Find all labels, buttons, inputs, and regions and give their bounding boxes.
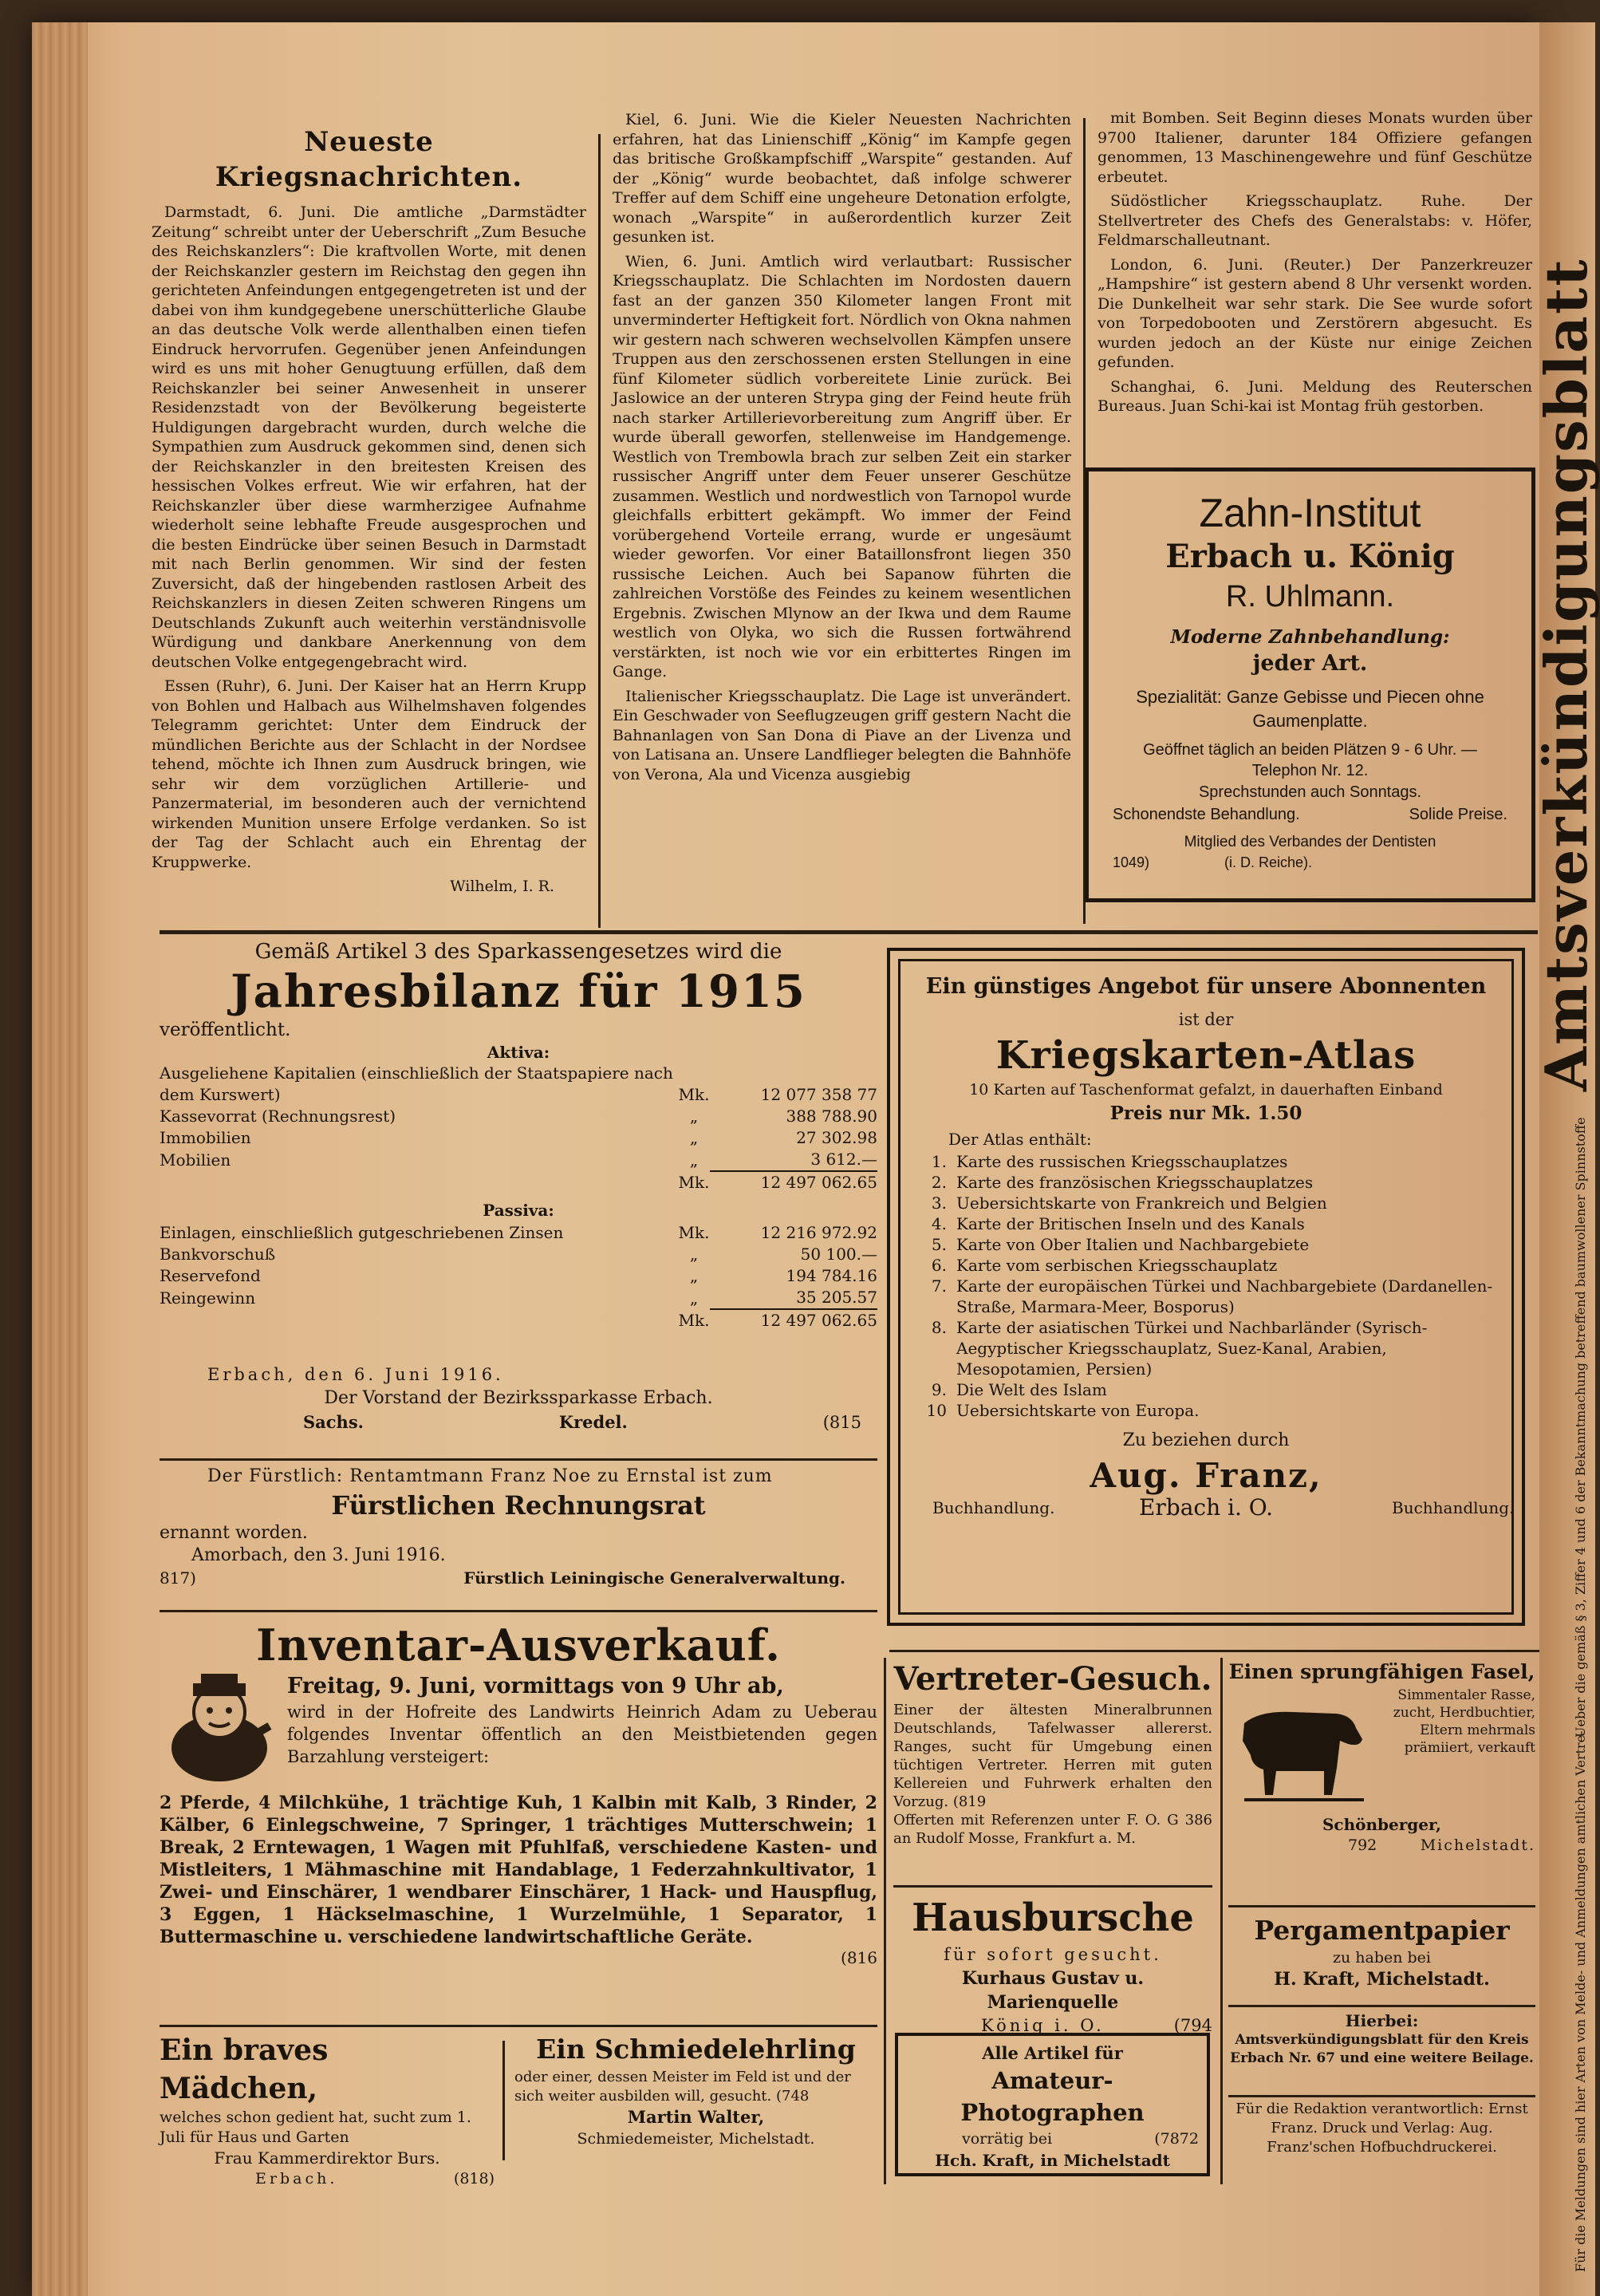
auctioneer-icon [160, 1672, 279, 1784]
atlas-item-text: Karte des französischen Kriegsschauplatzes [956, 1173, 1314, 1192]
schmied-job: Schmiedemeister, Michelstadt. [577, 2130, 815, 2148]
bilanz-title: Jahresbilanz für 1915 [231, 965, 806, 1018]
article-italien: Italienischer Kriegsschauplatz. Die Lage ist unverändert. Ein Geschwader von Seeflugzeugen griff gestern Nacht die Bahnanlagen von San Dona di Piave an der Livenza und von Latisana an. Unsere Landflieger belegten die Bahnhöfe von Verona, Ala und Vicenza ausgiebig [613, 687, 1071, 783]
article-bomben: mit Bomben. Seit Beginn dieses Monats wurden über 9700 Italiener, darunter 184 Offiziere gefangen genommen, 13 Maschinengewehre und fünf Geschütze erbeutet. [1098, 109, 1532, 186]
inventar-ref: (816 [841, 1948, 877, 1967]
atlas-item-number: 9. [931, 1380, 947, 1399]
article-schanghai: Schanghai, 6. Juni. Meldung des Reuterschen Bureaus. Juan Schi-kai ist Montag früh gestorben. [1098, 377, 1532, 415]
bilanz-label: Reingewinn [160, 1288, 256, 1308]
bilanz-row [160, 1287, 877, 1309]
atlas-item-text: Karte der asiatischen Türkei und Nachbarländer (Syrisch-Aegyptischer Kriegsschauplatz, Suez-Kanal, Arabien, Mesopotamien, Persien) [956, 1318, 1428, 1379]
atlas-item-text: Karte von Ober Italien und Nachbargebiete [956, 1235, 1310, 1254]
bull-icon [1228, 1691, 1368, 1803]
bilanz-cur: Mk. [678, 1223, 710, 1242]
column-rule-bottom-1 [884, 1658, 886, 2184]
bilanz-aktiva-head: Aktiva: [487, 1043, 550, 1062]
rechnungsrat-ref: 817) [160, 1568, 196, 1588]
inventar-text: wird in der Hofreite des Landwirts Heinrich Adam zu Ueberau folgendes Inventar öffentlich an den Meistbietenden gegen Barzahlung versteigert: [287, 1702, 877, 1766]
bilanz-row [160, 1149, 877, 1171]
bilanz-total: 12 497 062.65 [710, 1309, 877, 1331]
atlas-item-number: 2. [931, 1173, 947, 1192]
hausbursche-text: für sofort gesucht. [944, 1945, 1162, 1964]
bilanz-label: Reservefond [160, 1266, 261, 1285]
notice-rechnungsrat [160, 1465, 877, 1608]
rechnungsrat-footer [160, 1567, 877, 1589]
atlas-obtain: Zu beziehen durch [1122, 1430, 1290, 1450]
section-rule-bottom [889, 1650, 1539, 1652]
hausbursche-title: Hausbursche [912, 1896, 1194, 1940]
fasel-body [1228, 1686, 1535, 1814]
bilanz-label: Kassevorrat (Rechnungsrest) [160, 1107, 396, 1126]
bilanz-footer [160, 1363, 877, 1450]
hierbei-text: Amtsverkündigungsblatt für den Kreis Erbach Nr. 67 und eine weitere Beilage. [1230, 2032, 1534, 2066]
inventar-intro [287, 1672, 877, 1768]
bilanz-value: 12 077 358 77 [760, 1085, 877, 1104]
zahn-prices: Solide Preise. [1409, 806, 1507, 823]
atlas-item-text: Uebersichtskarte von Europa. [956, 1401, 1200, 1420]
masthead-fragment: Amtsverkündigungsblatt [1532, 258, 1600, 1091]
list-item [924, 1213, 1496, 1234]
bilanz-value: 50 100.— [800, 1245, 877, 1264]
bilanz-row [160, 1063, 877, 1106]
bilanz-cur: „ [689, 1150, 699, 1170]
vertreter-offer: Offerten mit Referenzen unter F. O. G 386 an Rudolf Mosse, Frankfurt a. M. [893, 1812, 1212, 1847]
ad-braves-maedchen [160, 2031, 495, 2188]
bilanz-board: Der Vorstand der Bezirkssparkasse Erbach. [324, 1388, 713, 1408]
bilanz-cur: „ [689, 1288, 699, 1308]
ad-vertreter-gesuch [893, 1658, 1212, 1897]
bilanz-sig2: Kredel. [558, 1412, 628, 1432]
zahn-tagline1: Moderne Zahnbehandlung: [1170, 626, 1450, 648]
bilanz-cur: „ [689, 1266, 699, 1285]
newspaper-page [32, 22, 1539, 2296]
atlas-item-number: 10 [926, 1401, 947, 1420]
bilanz-published: veröffentlicht. [160, 1020, 291, 1040]
bilanz-cur: „ [689, 1107, 699, 1126]
list-item [924, 1317, 1496, 1379]
page-binding-edge [32, 22, 88, 2296]
atlas-item-number: 8. [931, 1318, 947, 1337]
rule-after-bilanz [160, 1458, 877, 1461]
zahn-member: Mitglied des Verbandes der Dentisten [1184, 834, 1436, 850]
atlas-map-list [916, 1151, 1496, 1421]
fasel-text: Simmentaler Rasse, zucht, Herdbuchtier, Eltern mehrmals prämiiert, verkauft [1393, 1687, 1535, 1756]
bilanz-row [160, 1127, 877, 1149]
bilanz-ref: (815 [822, 1413, 861, 1432]
atlas-item-text: Karte der Britischen Inseln und des Kanals [956, 1214, 1305, 1233]
atlas-title: Kriegskarten-Atlas [995, 1033, 1417, 1078]
margin-note-2: Für die Meldungen sind hier Arten von Melde- und Anmeldungen amtlichen Vertre- [1573, 1730, 1588, 2272]
rule-after-hierbei [1228, 2095, 1535, 2097]
zahn-treatment-row [1113, 803, 1507, 826]
atlas-item-text: Karte vom serbischen Kriegsschauplatz [956, 1256, 1278, 1275]
bilanz-value: 194 784.16 [786, 1266, 877, 1285]
rule-after-rechnungsrat [160, 1610, 877, 1612]
ad-jahresbilanz [160, 938, 877, 1337]
maedchen-text: welches schon gedient hat, sucht zum 1. Juli für Haus und Garten [160, 2109, 471, 2146]
ad-schmiedelehrling [514, 2031, 877, 2175]
fasel-title: Einen sprungfähigen Fasel, [1228, 1660, 1535, 1683]
fasel-ref: 792 [1348, 1836, 1377, 1854]
bilanz-label: Ausgeliehene Kapitalien (einschließlich der Staatspapiere nach dem Kurswert) [160, 1063, 673, 1104]
rule-after-pergament [1228, 2005, 1535, 2007]
pergament-name: H. Kraft, Michelstadt. [1274, 1969, 1490, 1990]
maedchen-title: Ein braves Mädchen, [160, 2034, 329, 2105]
atlas-right: Buchhandlung. [1392, 1498, 1515, 1517]
bilanz-label: Mobilien [160, 1150, 231, 1170]
bilanz-value: 35 205.57 [796, 1288, 877, 1307]
list-item [924, 1400, 1496, 1421]
list-item [924, 1172, 1496, 1193]
atlas-item-number: 7. [931, 1276, 947, 1296]
photo-text: vorrätig bei [962, 2130, 1053, 2148]
zahn-footer-row [1113, 853, 1507, 872]
bilanz-cur: „ [689, 1245, 699, 1264]
column-rule-bottom-2 [1220, 1658, 1223, 2184]
zahn-owner: R. Uhlmann. [1225, 580, 1395, 613]
photo-row [906, 2128, 1199, 2149]
bilanz-cur: Mk. [678, 1311, 710, 1330]
article-wien: Wien, 6. Juni. Amtlich wird verlautbart: Russischer Kriegsschauplatz. Die Schlachten im Nordosten dauern fast an der ganzen 350 Kilometer langen Front mit unverminderter Heftigkeit fort. Nördlich von Okna nahmen wir gestern nach schweren wechselvollen Kämpfen unsere Truppen aus den zerschossenen ersten Stellungen in eine fünf Kilometer südlich vorbereitete Linie zurück. Bei Jaslowice an der unteren Strypa ging der Feind heute früh nach starker Artillerievorbereitung zum Angriff über. Er wurde überall geworfen, stellenweise im Handgemenge. Westlich von Trembowla brach zur selben Zeit ein starker russischer Angriff unter dem Feuer unserer Geschütze zusammen. Westlich und nordwestlich von Tarnopol wurde gleichfalls erbittert gekämpft. Wo immer der Feind vorübergehend Vorteile errang, wurde er ungesäumt wieder geworfen. Vor einer Bataillonsfront liegen 350 russische Leichen. Auch bei Sapanow führten die zahlreichen Vorstöße des Feindes zu keinem wesentlichen Ergebnis. Zwischen Mlynow an der Ikwa und dem Raume westlich von Olyka, wo sich die Russen fortwährend verstärkten, ist noch wie vor ein erbittertes Ringen im Gange. [613, 252, 1071, 681]
atlas-footer [916, 1494, 1515, 1521]
atlas-item-text: Karte der europäischen Türkei und Nachbargebiete (Dardanellen-Straße, Marmara-Meer, Bosporus) [956, 1276, 1493, 1316]
rule-after-inventar [160, 2025, 877, 2027]
rechnungsrat-sig: Fürstlich Leiningische Generalverwaltung. [463, 1568, 845, 1588]
zahn-member2: (i. D. Reiche). [1224, 854, 1313, 870]
hausbursche-ref: (794 [1173, 2016, 1212, 2035]
atlas-item-text: Karte des russischen Kriegsschauplatzes [956, 1152, 1288, 1171]
rule-after-fasel [1228, 1905, 1535, 1907]
rechnungsrat-date: Amorbach, den 3. Juni 1916. [191, 1545, 446, 1565]
bilanz-cur: Mk. [678, 1085, 710, 1104]
signature-wilhelm: Wilhelm, I. R. [450, 878, 554, 895]
ad-hausbursche [893, 1893, 1212, 2033]
zahn-names: Erbach u. König [1165, 538, 1455, 575]
bilanz-sig1: Sachs. [303, 1412, 364, 1432]
vertreter-text: Einer der ältesten Mineralbrunnen Deutschlands, Tafelwasser allererst. Ranges, sucht für Umgebung einen tüchtigen Vertreter. Herren mit guten Kellereien und Fuhrwerk erhalten den Vorzug. (819 [893, 1702, 1212, 1810]
ad-fasel [1228, 1658, 1535, 1905]
photo-ref: (7872 [1154, 2130, 1199, 2148]
bilanz-cur: „ [689, 1128, 699, 1147]
atlas-item-text: Uebersichtskarte von Frankreich und Belgien [956, 1193, 1327, 1213]
maedchen-footer [160, 2168, 495, 2189]
fasel-name: Schönberger, [1322, 1815, 1442, 1834]
inventar-items: 2 Pferde, 4 Milchkühe, 1 trächtige Kuh, 1 Kalbin mit Kalb, 3 Rinder, 2 Kälber, 6 Einlegschweine, 7 Springer, 1 trächtiges Mutterschwein; 1 Break, 2 Erntewagen, 1 Wagen mit Pfuhlfaß, verschiedene Kasten- und Mistleiters, 1 Mähmaschine mit Handablage, 1 Federzahnkultivator, 1 Zwei- und Einschärer, 1 wendbarer Einschärer, 1 Hack- und Hauspflug, 3 Eggen, 1 Häckselmaschine, 1 Wurzelmühle, 1 Separator, 1 Buttermaschine u. verschiedene landwirtschaftliche Geräte. [160, 1793, 877, 1947]
zahn-ref: 1049) [1113, 854, 1150, 870]
zahn-specialty: Spezialität: Ganze Gebisse und Piecen ohne Gaumenplatte. [1136, 687, 1484, 731]
schmied-text: oder einer, dessen Meister im Feld ist und der sich weiter ausbilden will, gesucht. (748 [514, 2069, 851, 2105]
atlas-item-number: 5. [931, 1235, 947, 1254]
list-item [924, 1193, 1496, 1213]
bilanz-passiva-head: Passiva: [483, 1201, 554, 1220]
ad-pergamentpapier [1228, 1913, 1535, 2001]
rechnungsrat-line1: Der Fürstlich: Rentamtmann Franz Noe zu Ernstal ist zum [207, 1466, 773, 1486]
bilanz-total-row [160, 1309, 877, 1331]
list-item [924, 1234, 1496, 1255]
rule-after-vertreter [893, 1885, 1212, 1888]
photo-line1: Alle Artikel für [982, 2043, 1123, 2063]
bilanz-date: Erbach, den 6. Juni 1916. [207, 1365, 504, 1384]
zahn-sunday: Sprechstunden auch Sonntags. [1198, 783, 1422, 801]
bilanz-value: 3 612.— [810, 1150, 877, 1169]
column-kiel-wien [613, 110, 1071, 932]
bilanz-aktiva-table [160, 1063, 877, 1193]
atlas-offer: Ein günstiges Angebot für unsere Abonnenten [925, 974, 1487, 999]
ad-amateur-photographen [895, 2033, 1210, 2176]
bilanz-label: Bankvorschuß [160, 1245, 276, 1264]
bilanz-row [160, 1265, 877, 1287]
atlas-inner-frame [898, 959, 1514, 1615]
list-item [924, 1151, 1496, 1172]
atlas-left: Buchhandlung. [932, 1498, 1055, 1517]
bilanz-value: 12 216 972.92 [760, 1223, 877, 1242]
inventar-top [160, 1672, 877, 1792]
rechnungsrat-title: Fürstlichen Rechnungsrat [331, 1490, 706, 1521]
schmied-title: Ein Schmiedelehrling [536, 2034, 856, 2065]
ad-zahn-institut [1085, 467, 1535, 902]
hierbei-head: Hierbei: [1345, 2011, 1419, 2030]
bilanz-value: 388 788.90 [786, 1107, 877, 1126]
imprint [1228, 2100, 1535, 2180]
list-item [924, 1276, 1496, 1317]
maedchen-ref: (818) [453, 2170, 495, 2188]
bilanz-row [160, 1244, 877, 1265]
bilanz-label: Immobilien [160, 1128, 251, 1147]
bilanz-row [160, 1222, 877, 1244]
column-rule-1 [598, 134, 601, 928]
list-item [924, 1255, 1496, 1276]
article-darmstadt: Darmstadt, 6. Juni. Die amtliche „Darmstädter Zeitung“ schreibt unter der Ueberschrift „Zum Besuche des Reichskanzlers“: Die kraftvollen Worte, mit denen der Reichskanzler gestern im Reichstag den gegen ihn gerichteten Anfeindungen entgegengetreten ist und der dabei von ihm kundgegebene unerschütterliche Glaube an das deutsche Volk werde allenthalben einen tiefen Eindruck hervorrufen. Gegenüber jenen Anfeindungen wird es uns mit hoher Genugtuung erfüllen, daß dem Reichskanzler bei seiner Anwesenheit in unserer Residenzstadt von der Bevölkerung begeisterte Huldigungen dargebracht wurden, durch welche die Sympathien zum Ausdruck gekommen sind, denen sich der Reichskanzler in den breitesten Kreisen des hessischen Volkes erfreut. Wie wir erfahren, hat der Reichskanzler über diese warmherzigee Aufnahme wiederholt seine lebhafte Freude ausgesprochen und die besten Eindrücke über seinen Besuch in Darmstadt mit nach Berlin genommen. Wir sind der festen Zuversicht, daß der hingebenden rastlosen Arbeit des Reichskanzlers in diesen Zeiten schweren Ringens um Deutschlands Zukunft auch weiterhin verständnisvolle Würdigung und dankbare Anerkennung von dem deutschen Volke entgegengebracht wird. [152, 203, 586, 671]
column-london-schanghai [1098, 108, 1532, 460]
column-kriegsnachrichten [152, 124, 586, 938]
heading-neueste-kriegsnachrichten: Neueste Kriegsnachrichten. [215, 126, 523, 193]
atlas-item-number: 3. [931, 1193, 947, 1213]
bilanz-intro: Gemäß Artikel 3 des Sparkassengesetzes wird die [254, 940, 782, 964]
maedchen-name: Frau Kammerdirektor Burs. [214, 2148, 440, 2168]
article-suedost: Südöstlicher Kriegsschauplatz. Ruhe. Der Stellvertreter des Chefs des Generalstabs: v. Höfer, Feldmarschalleutnant. [1098, 192, 1532, 249]
atlas-contains: Der Atlas enthält: [948, 1130, 1092, 1149]
inventar-title: Inventar-Ausverkauf. [256, 1619, 781, 1671]
list-item [924, 1379, 1496, 1400]
atlas-item-number: 1. [931, 1152, 947, 1171]
atlas-price: Preis nur Mk. 1.50 [1109, 1103, 1302, 1124]
article-london: London, 6. Juni. (Reuter.) Der Panzerkreuzer „Hampshire“ ist gestern abend 8 Uhr versenkt worden. Die Dunkelheit war sehr stark. Die See wurde sofort von Torpedobooten und Zerstörern abgesucht. Es wurden jedoch an der Küste nur einige Zeichen gefunden. [1098, 255, 1532, 371]
bilanz-total-row [160, 1171, 877, 1193]
schmied-name: Martin Walter, [627, 2107, 765, 2127]
hausbursche-place: Kurhaus Gustav u. Marienquelle [961, 1968, 1145, 2013]
inventar-when: Freitag, 9. Juni, vormittags von 9 Uhr ab, [287, 1674, 784, 1698]
ad-inventar-ausverkauf [160, 1618, 877, 2017]
vertreter-title: Vertreter-Gesuch. [893, 1660, 1212, 1698]
article-essen: Essen (Ruhr), 6. Juni. Der Kaiser hat an Herrn Krupp von Bohlen und Halbach aus Wilhelmshaven folgendes Telegramm gerichtet: Unter dem Eindruck der mündlichen Berichte aus der Schlacht in der Nordsee tehend, möchte ich Ihnen zum Ausdruck bringen, wie sehr wir dem vorzüglichen Artillerie- und Panzermaterial, im besonderen auch der vernichtend wirkenden Munition unsere Erfolge verdanken. So ist der Tag der Schlacht auch ein Ehrentag der Kruppwerke. [152, 677, 586, 871]
hausbursche-city: König i. O. [981, 2016, 1105, 2035]
photo-name: Hch. Kraft, in Michelstadt [935, 2151, 1170, 2170]
bilanz-label: Einlagen, einschließlich gutgeschriebenen Zinsen [160, 1223, 564, 1242]
margin-note: Ueber die gemäß § 3, Ziffer 4 und 6 der Bekanntmachung betreffend baumwollener Spinnstoffe [1573, 1117, 1588, 1738]
bilanz-total: 12 497 062.65 [710, 1171, 877, 1193]
zahn-hours: Geöffnet täglich an beiden Plätzen 9 - 6 Uhr. — Telephon Nr. 12. [1143, 741, 1477, 779]
atlas-item-number: 4. [931, 1214, 947, 1233]
fasel-city: Michelstadt. [1420, 1836, 1535, 1854]
article-kiel: Kiel, 6. Juni. Wie die Kieler Neuesten Nachrichten erfahren, hat das Linienschiff „König“ im Kampfe gegen das britische Großkampfschiff „Warspite“ gestanden. Auf der „König“ wurde beobachtet, daß infolge schwerer Treffer auf dem Schiff eine ungeheure Detonation erfolgte, wonach „Warspite“ in außerordentlich kurzer Zeit gesunken ist. [613, 111, 1071, 246]
ad-kriegskarten-atlas [887, 948, 1525, 1626]
bilanz-signatures [160, 1410, 877, 1434]
notice-hierbei [1228, 2010, 1535, 2090]
photo-title: Amateur-Photographen [960, 2067, 1145, 2126]
atlas-item-number: 6. [931, 1256, 947, 1275]
zahn-title: Zahn-Institut [1199, 491, 1421, 535]
next-page-edge [1532, 22, 1600, 2296]
imprint-text: Für die Redaktion verantwortlich: Ernst Franz. Druck und Verlag: Aug. Franz'schen Hofbuchdruckerei. [1235, 2101, 1528, 2156]
bilanz-cur: Mk. [678, 1173, 710, 1192]
atlas-seller: Aug. Franz, [1090, 1456, 1322, 1495]
fasel-footer [1228, 1835, 1535, 1856]
rechnungsrat-line2: ernannt worden. [160, 1523, 308, 1543]
atlas-item-text: Die Welt des Islam [956, 1380, 1107, 1399]
zahn-gentle: Schonendste Behandlung. [1113, 806, 1300, 823]
pergament-title: Pergamentpapier [1254, 1915, 1510, 1946]
atlas-city: Erbach i. O. [1138, 1494, 1274, 1521]
bilanz-row [160, 1106, 877, 1127]
atlas-subtitle: 10 Karten auf Taschenformat gefalzt, in dauerhaften Einband [969, 1081, 1443, 1099]
bilanz-value: 27 302.98 [796, 1128, 877, 1147]
maedchen-city: Erbach. [255, 2170, 338, 2188]
zahn-tagline2: jeder Art. [1252, 651, 1368, 676]
section-rule-top [160, 930, 1538, 934]
rule-between-small-ads [502, 2041, 505, 2160]
pergament-text: zu haben bei [1332, 1949, 1432, 1967]
atlas-ist-der: ist der [1178, 1010, 1234, 1029]
bilanz-passiva-table [160, 1222, 877, 1331]
